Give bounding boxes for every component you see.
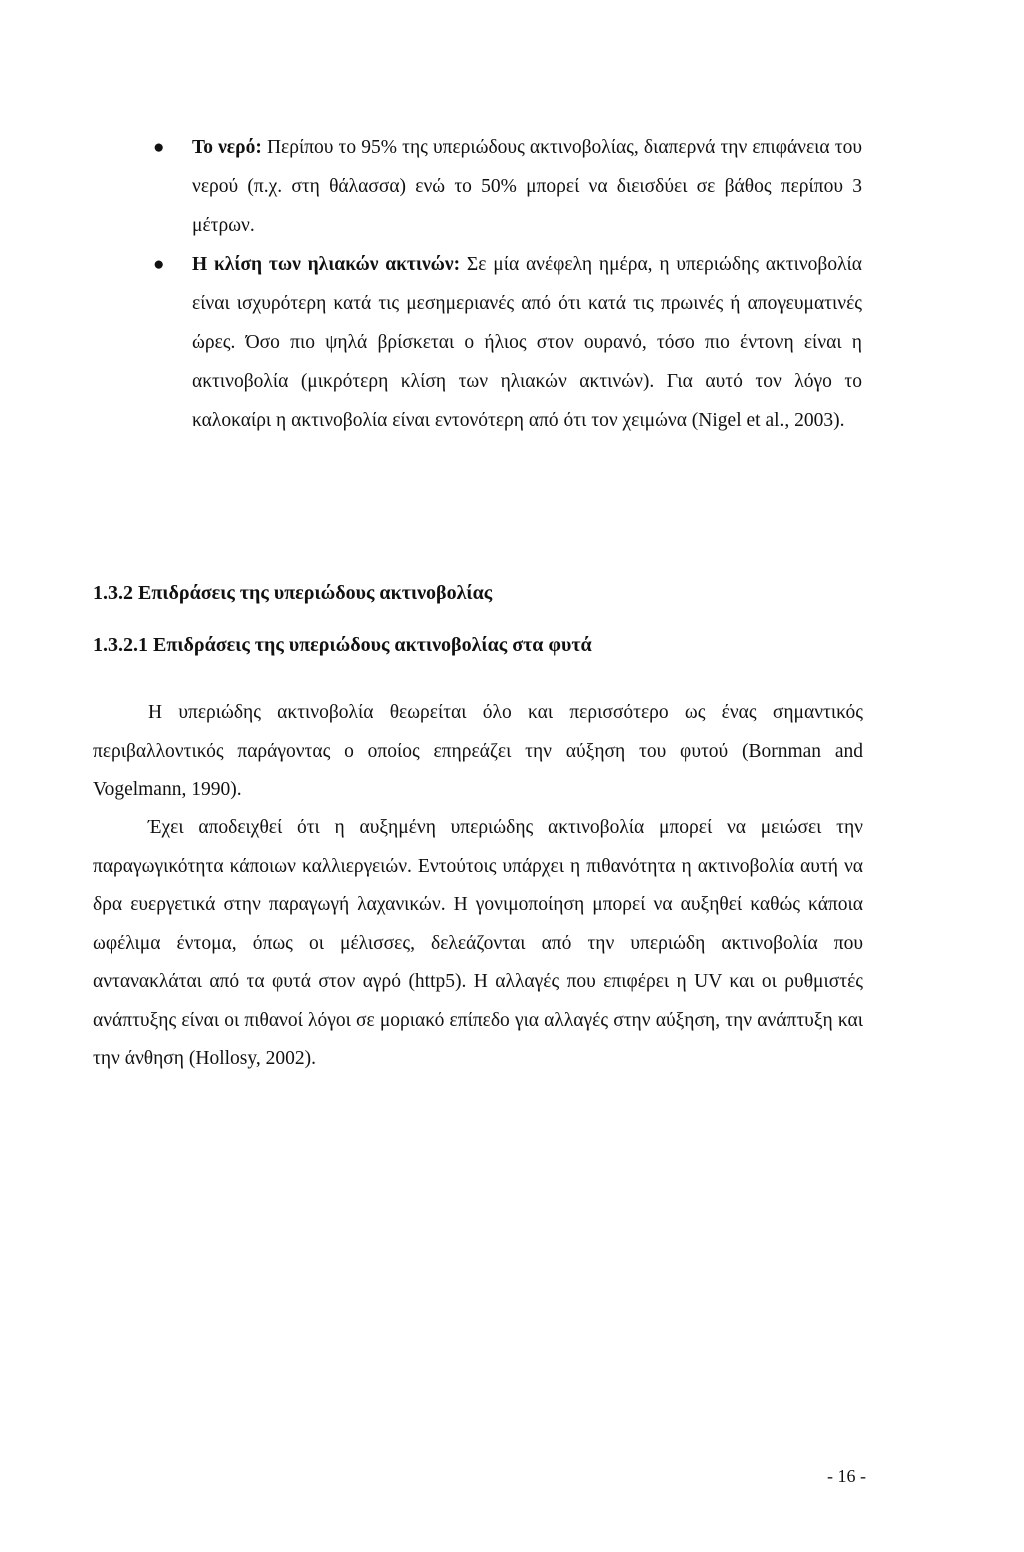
section-heading: 1.3.2 Επιδράσεις της υπεριώδους ακτινοβολίας: [93, 582, 493, 604]
paragraph: Η υπεριώδης ακτινοβολία θεωρείται όλο και περισσότερο ως ένας σημαντικός περιβαλλοντικός παράγοντας ο οποίος επηρεάζει την αύξηση του φυτού (Bornman and Vogelmann, 1990).: [93, 702, 863, 800]
subsection-heading: 1.3.2.1 Επιδράσεις της υπεριώδους ακτινοβολίας στα φυτά: [93, 634, 592, 656]
bullet-dot-icon: ●: [153, 254, 165, 275]
bullet-text: Σε μία ανέφελη ημέρα, η υπεριώδης ακτινοβολία είναι ισχυρότερη κατά τις μεσημεριανές από ότι κατά τις πρωινές ή απογευματινές ώρες. Όσο πιο ψηλά βρίσκεται ο ήλιος στον ουρανό, τόσο πιο έντονη είναι η ακτινοβολία (μικρότερη κλίση των ηλιακών ακτινών). Για αυτό τον λόγο το καλοκαίρι η ακτινοβολία είναι εντονότερη από ότι τον χειμώνα (Nigel et al., 2003).: [192, 254, 863, 431]
bullet-item-sun-angle: [150, 245, 862, 440]
bullet-text: Περίπου το 95% της υπεριώδους ακτινοβολίας, διαπερνά την επιφάνεια του νερού (π.χ. στη θάλασσα) ενώ το 50% μπορεί να διεισδύει σε βάθος περίπου 3 μέτρων.: [192, 137, 862, 236]
bullet-term: Η κλίση των ηλιακών ακτινών:: [192, 254, 461, 275]
bullet-list: [150, 128, 862, 440]
paragraph: Έχει αποδειχθεί ότι η αυξημένη υπεριώδης ακτινοβολία μπορεί να μειώσει την παραγωγικότητα κάποιων καλλιεργειών. Εντούτοις υπάρχει η πιθανότητα η ακτινοβολία αυτή να δρα ευεργετικά στην παραγωγή λαχανικών. Η γονιμοποίηση μπορεί να αυξηθεί καθώς κάποια ωφέλιμα έντομα, όπως οι μέλισσες, δελεάζονται από την υπεριώδη ακτινοβολία που αντανακλάται από τα φυτά στον αγρό (http5). Η αλλαγές που επιφέρει η UV και οι ρυθμιστές ανάπτυξης είναι οι πιθανοί λόγοι σε μοριακό επίπεδο για αλλαγές στην αύξηση, την ανάπτυξη και την άνθηση (Hollosy, 2002).: [93, 817, 863, 1069]
page-number: - 16 -: [827, 1466, 866, 1486]
bullet-dot-icon: ●: [153, 137, 165, 158]
bullet-term: Το νερό:: [192, 137, 262, 158]
bullet-item-water: [150, 128, 862, 245]
